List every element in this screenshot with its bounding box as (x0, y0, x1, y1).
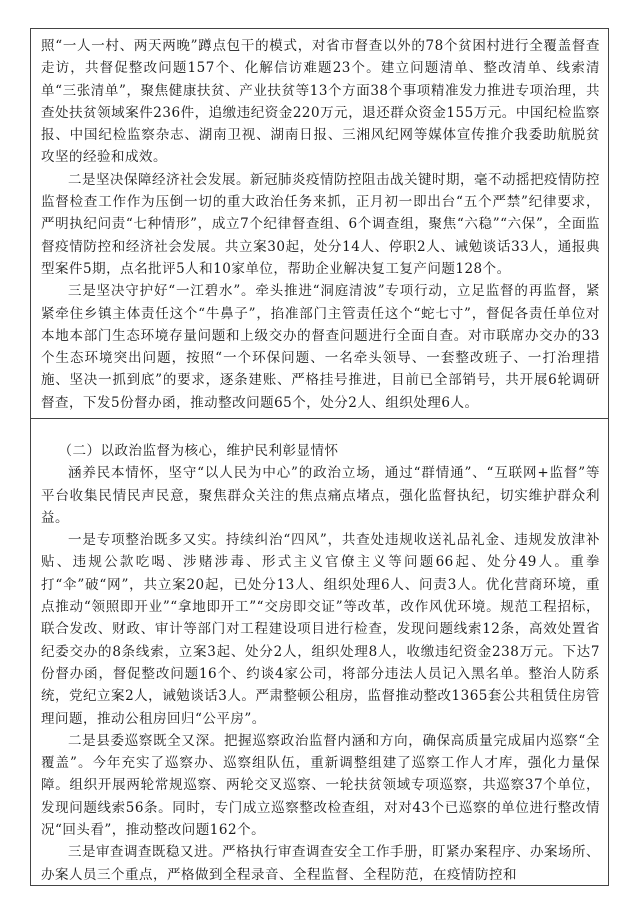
table-cell-bottom (31, 420, 608, 885)
table-cell-top (31, 29, 608, 419)
paragraph-special-rectification: 一是专项整治既多又实。持续纠治“四风”，共查处违规收送礼品礼金、违规发放津补贴、违规公款吃喝、涉赌涉毒、形式主义官僚主义等问题66起、处分49人。重拳打“伞”破“网”，共立案20起，已处分13人、组织处理6人、问责3人。优化营商环境，重点推动“领照即开业”“拿地即开工”“交房即交证”等改革，改作风优环境。规范工程招标，联合发改、财政、审计等部门对工程建设项目进行检查，发现问题线索12条，高效处置省纪委交办的8条线索，立案3起、处分2人，组织处理8人，收缴违纪资金238万元。下达7份督办函，督促整改问题16个、约谈4家公司，将部分违法人员记入黑名单。整治人防系统，党纪立案2人，诫勉谈话3人。严肃整顿公租房，监督推动整改1365套公共租赁住房管理问题，推动公租房回归“公平房”。 (41, 532, 600, 727)
paragraph-continuation: 照“一人一村、两天两晚”蹲点包干的模式，对省市督查以外的78个贫困村进行全覆盖督查走访，共督促整改问题157个、化解信访难题23个。建立问题清单、整改清单、线索清单“三张清单”，聚焦健康扶贫、产业扶贫等13个方面38个事项精准发力推进专项治理，共查处扶贫领域案件236件，追缴违纪资金220万元，退还群众资金155万元。中国纪检监察报、中国纪检监察杂志、湖南卫视、湖南日报、三湘风纪网等媒体宣传推介我委助航脱贫攻坚的经验和成效。 (41, 38, 600, 166)
section-heading: （二）以政治监督为核心，维护民利彰显情怀 (58, 443, 339, 459)
document-page (30, 28, 609, 886)
paragraph-intro: 涵养民本情怀，坚守“以人民为中心”的政治立场，通过“群情通”、“互联网+监督”等平台收集民情民声民意，聚焦群众关注的焦点痛点堵点，强化监督执纪，切实维护群众利益。 (41, 465, 600, 526)
paragraph-inspection: 二是县委巡察既全又深。把握巡察政治监督内涵和方向，确保高质量完成届内巡察“全覆盖”。今年充实了巡察办、巡察组队伍，重新调整组建了巡察工作人才库，强化力量保障。组织开展两轮常规巡察、两轮交叉巡察、一轮扶贫领域专项巡察，共巡察37个单位，发现问题线索56条。同时，专门成立巡察整改检查组，对对43个已巡察的单位进行整改情况“回头看”，推动整改问题162个。 (41, 732, 600, 839)
paragraph-investigation: 三是审查调查既稳又进。严格执行审查调查安全工作手册，盯紧办案程序、办案场所、办案人员三个重点，严格做到全程录音、全程监督、全程防范，在疫情防控和 (41, 844, 600, 883)
paragraph-economy: 二是坚决保障经济社会发展。新冠肺炎疫情防控阻击战关键时期，毫不动摇把疫情防控监督检查工作作为压倒一切的重大政治任务来抓，正月初一即出台“五个严禁”纪律要求，严明执纪问责“七种情形”，成立7个纪律督查组、6个调查组，聚焦“六稳”“六保”，全面监督疫情防控和经济社会发展。共立案30起，处分14人、停职2人、诫勉谈话33人，通报典型案件5期，点名批评5人和10家单位，帮助企业解决复工复产问题128个。 (41, 171, 600, 277)
paragraph-river: 三是坚决守护好“一江碧水”。牵头推进“洞庭清波”专项行动，立足监督的再监督，紧紧牵住乡镇主体责任这个“牛鼻子”，掐准部门主管责任这个“蛇七寸”，督促各责任单位对本地本部门生态环境存量问题和上级交办的督查问题进行全面自查。对市联席办交办的33个生态环境突出问题，按照“一个环保问题、一名牵头领导、一套整改班子、一打治理措施、坚决一抓到底”的要求，逐条建账、严格挂号推进，目前已全部销号，共开展6轮调研督查，下发5份督办函，推动整改问题65个，处分2人、组织处理6人。 (41, 283, 600, 411)
